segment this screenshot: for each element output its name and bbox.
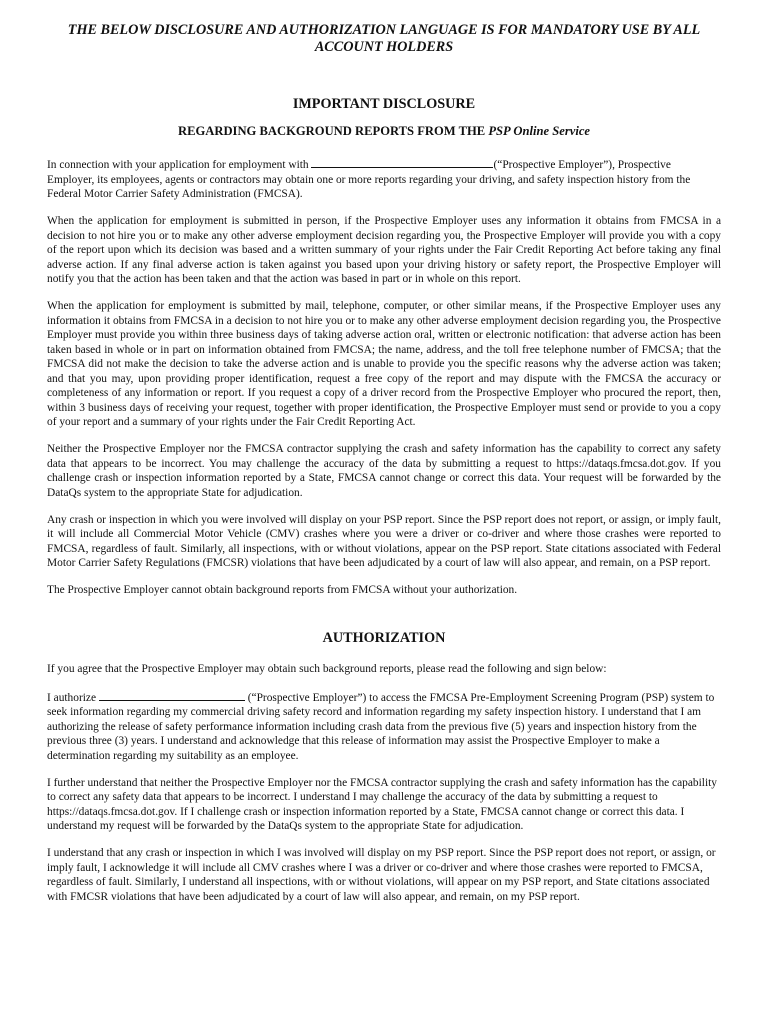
disclosure-paragraph-3: When the application for employment is submitted by mail, telephone, computer, or other similar means, if the Prospective Employer uses any information it obtains from FMCSA in a decision to not hire you or to make any other adverse employment decision regarding you, the Prospective Employer must provide you within three business days of taking adverse action oral, written or electronic notification: that adverse action has been taken based in whole or in part on information obtained from FMCSA; the name, address, and the toll free telephone number of FMCSA; that the FMCSA did not make the decision to take the adverse action and is unable to provide you the specific reasons why the adverse action was taken; and that you may, upon providing proper identification, request a free copy of the report and may dispute with the FMCSA the accuracy or completeness of any information or report. If you request a copy of a driver record from the Prospective Employer who procured the report, then, within 3 business days of receiving your request, together with proper identification, the Prospective Employer must send or provide to you a copy of your report and a summary of your rights under the Fair Credit Reporting Act.: [47, 300, 721, 428]
disclosure-subtitle-service: PSP Online Service: [488, 124, 591, 138]
disclosure-subtitle-text: REGARDING BACKGROUND REPORTS FROM THE: [177, 124, 489, 138]
disclosure-p1-rest: (“Prospective Employer”), Prospective Employer, its employees, agents or contractors may obtain one or more reports regarding your driving, and safety inspection history from the Federal Motor Carrier Safety Administration (FMCSA).: [47, 159, 691, 200]
authorize-employer-blank[interactable]: [99, 689, 245, 701]
authorization-paragraph-4: I understand that any crash or inspection in which I was involved will display on my PSP report. Since the PSP report does not report, or assign, or imply fault, I acknowledge it will include all CMV crashes where I was a driver or co-driver and where those crashes were reported to FMCSA, regardless of fault. Similarly, I understand all inspections, with or without violations, will appear on my PSP report, and State citations associated with FMCSR violations that have been adjudicated by a court of law will also appear, and remain, on my PSP report.: [47, 847, 716, 903]
disclosure-paragraph-1: [47, 156, 721, 202]
disclosure-paragraph-4: Neither the Prospective Employer nor the FMCSA contractor supplying the crash and safety information has the capability to correct any safety data that appears to be incorrect. You may challenge the accuracy of the data by submitting a request to https://dataqs.fmcsa.dot.gov. If you challenge crash or inspection information reported by a State, FMCSA cannot change or correct this data. Your request will be forwarded by the DataQs system to the appropriate State for adjudication.: [47, 443, 721, 499]
mandatory-use-banner: THE BELOW DISCLOSURE AND AUTHORIZATION LANGUAGE IS FOR MANDATORY USE BY ALL ACCOUNT HOLDERS: [67, 22, 701, 55]
disclosure-paragraph-5: Any crash or inspection in which you were involved will display on your PSP report. Since the PSP report does not report, or assign, or imply fault, it will include all Commercial Motor Vehicle (CMV) crashes where you were a driver or co-driver and where those crashes were reported to FMCSA, regardless of fault. Similarly, all inspections, with or without violations, appear on the PSP report. State citations associated with Federal Motor Carrier Safety Regulations (FMCSR) violations that have been adjudicated by a court of law will also appear, and remain, on a PSP report.: [47, 513, 721, 569]
disclosure-subtitle: [47, 123, 721, 139]
authorization-p2-rest: (“Prospective Employer”) to access the FMCSA Pre-Employment Screening Program (PSP) system to seek information regarding my commercial driving safety record and information regarding my safety inspection history. I understand that I am authorizing the release of safety performance information including crash data from the previous five (5) years and inspection history from the previous three (3) years. I understand and acknowledge that this release of information may assist the Prospective Employer to make a determination regarding my suitability as an employee.: [47, 691, 715, 762]
disclosure-title: IMPORTANT DISCLOSURE: [292, 96, 476, 112]
authorization-paragraph-1: If you agree that the Prospective Employer may obtain such background reports, please read the following and sign below:: [47, 662, 607, 675]
disclosure-paragraph-6: The Prospective Employer cannot obtain background reports from FMCSA without your authorization.: [47, 584, 518, 596]
disclosure-p1-lead: In connection with your application for employment with: [47, 159, 312, 171]
disclosure-paragraph-2: When the application for employment is submitted in person, if the Prospective Employer uses any information it obtains from FMCSA in a decision to not hire you or to make any other adverse employment decision regarding you, the Prospective Employer will provide you with a copy of the report upon which its decision was based and a written summary of your rights under the Fair Credit Reporting Act before taking any final adverse action. If any final adverse action is taken against you based upon your driving history or safety report, the Prospective Employer will notify you that the action has been taken and that the action was based in part or in whole on this report.: [47, 215, 721, 285]
authorization-title: AUTHORIZATION: [322, 629, 446, 646]
authorization-paragraph-2: [47, 689, 721, 764]
authorization-p2-lead: I authorize: [47, 691, 99, 704]
prospective-employer-blank[interactable]: [311, 156, 493, 168]
authorization-paragraph-3: I further understand that neither the Prospective Employer nor the FMCSA contractor supplying the crash and safety information has the capability to correct any safety data that appears to be incorrect. I understand I may challenge the accuracy of the data by submitting a request to https://dataqs.fmcsa.dot.gov. If I challenge crash or inspection information reported by a State, FMCSA cannot change or correct this data. I understand my request will be forwarded by the DataQs system to the appropriate State for adjudication.: [47, 776, 717, 832]
